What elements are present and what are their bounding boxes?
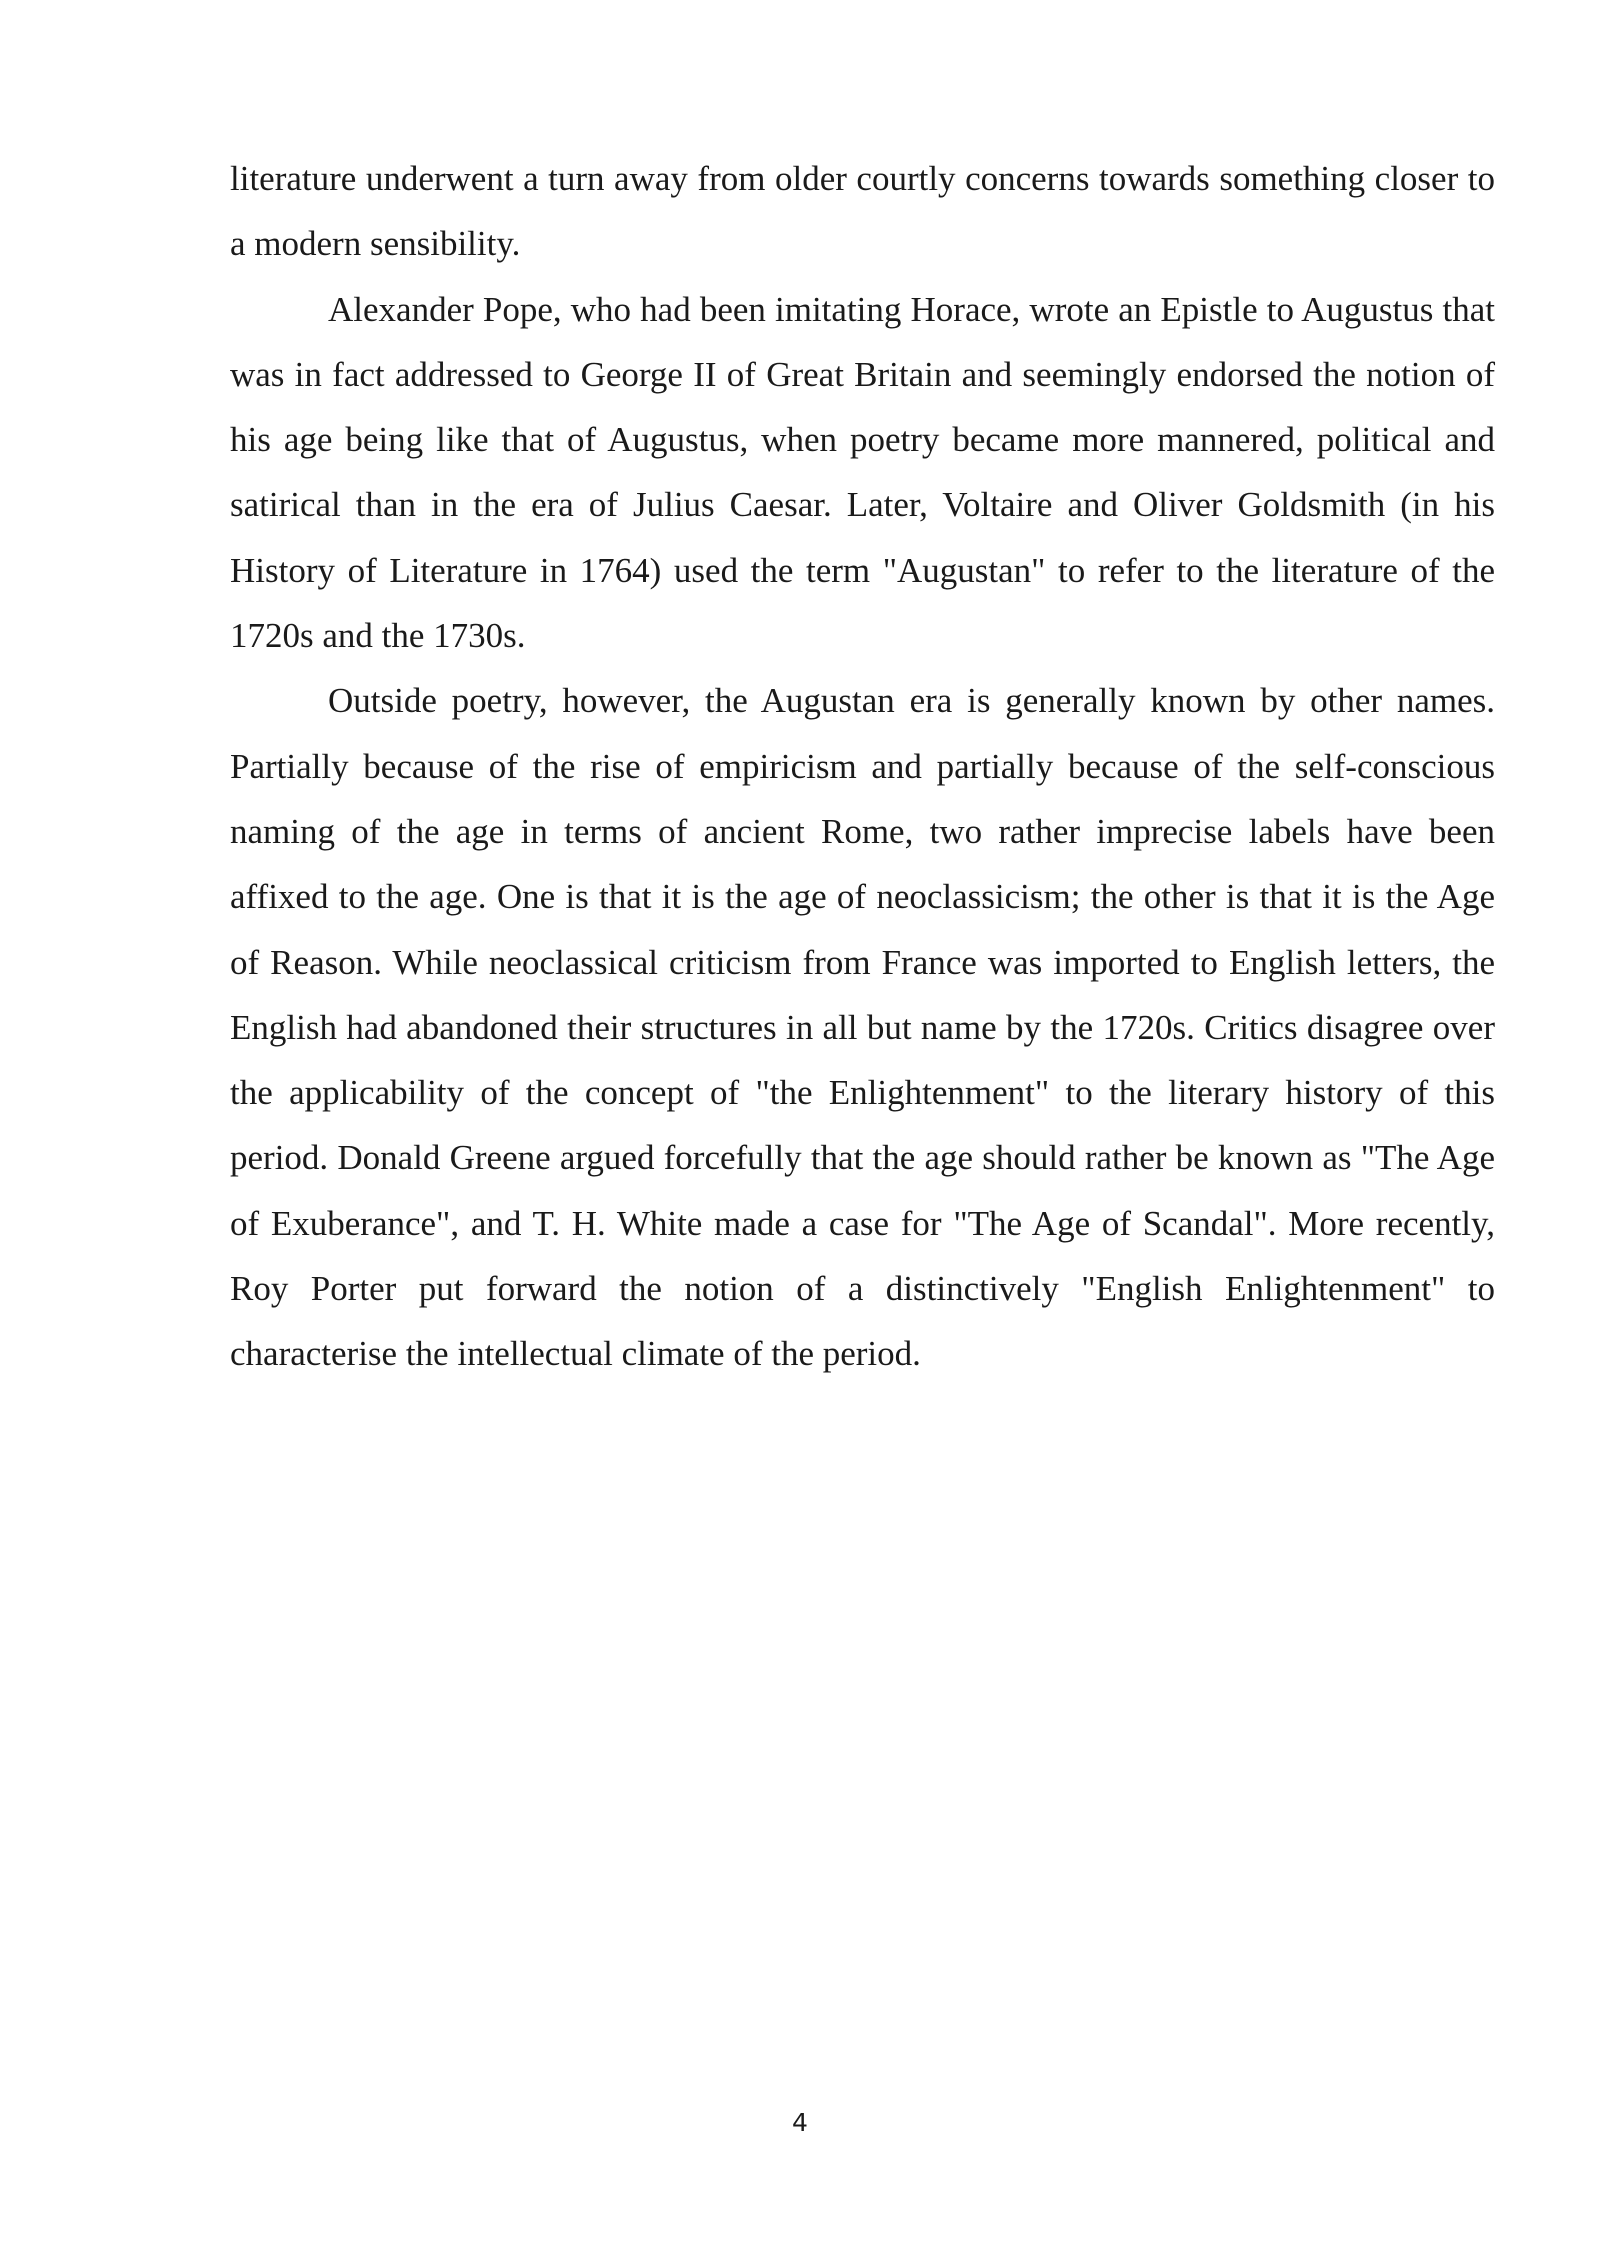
paragraph-augustan-era-names: Outside poetry, however, the Augustan era is generally known by other names. Partially because of the rise of empiricism and partially because of the self-conscious naming of the age in terms of ancient Rome, two rather imprecise labels have been affixed to the age. One is that it is the age of neoclassicism; the other is that it is the Age of Reason. While neoclassical criticism from France was imported to English letters, the English had abandoned their structures in all but name by the 1720s. Critics disagree over the applicability of the concept of "the Enlightenment" to the literary history of this period. Donald Greene argued forcefully that the age should rather be known as "The Age of Exuberance", and T. H. White made a case for "The Age of Scandal". More recently, Roy Porter put forward the notion of a distinctively "English Enlightenment" to characterise the intellectual climate of the period. (230, 681, 1495, 1374)
body-text (230, 146, 1495, 1387)
page-number: 4 (792, 2108, 808, 2137)
paragraph-continuation: literature underwent a turn away from older courtly concerns towards something closer to a modern sensibility. (230, 159, 1495, 264)
paragraph-pope-epistle: Alexander Pope, who had been imitating Horace, wrote an Epistle to Augustus that was in fact addressed to George II of Great Britain and seemingly endorsed the notion of his age being like that of Augustus, when poetry became more mannered, political and satirical than in the era of Julius Caesar. Later, Voltaire and Oliver Goldsmith (in his History of Literature in 1764) used the term "Augustan" to refer to the literature of the 1720s and the 1730s. (230, 289, 1495, 656)
